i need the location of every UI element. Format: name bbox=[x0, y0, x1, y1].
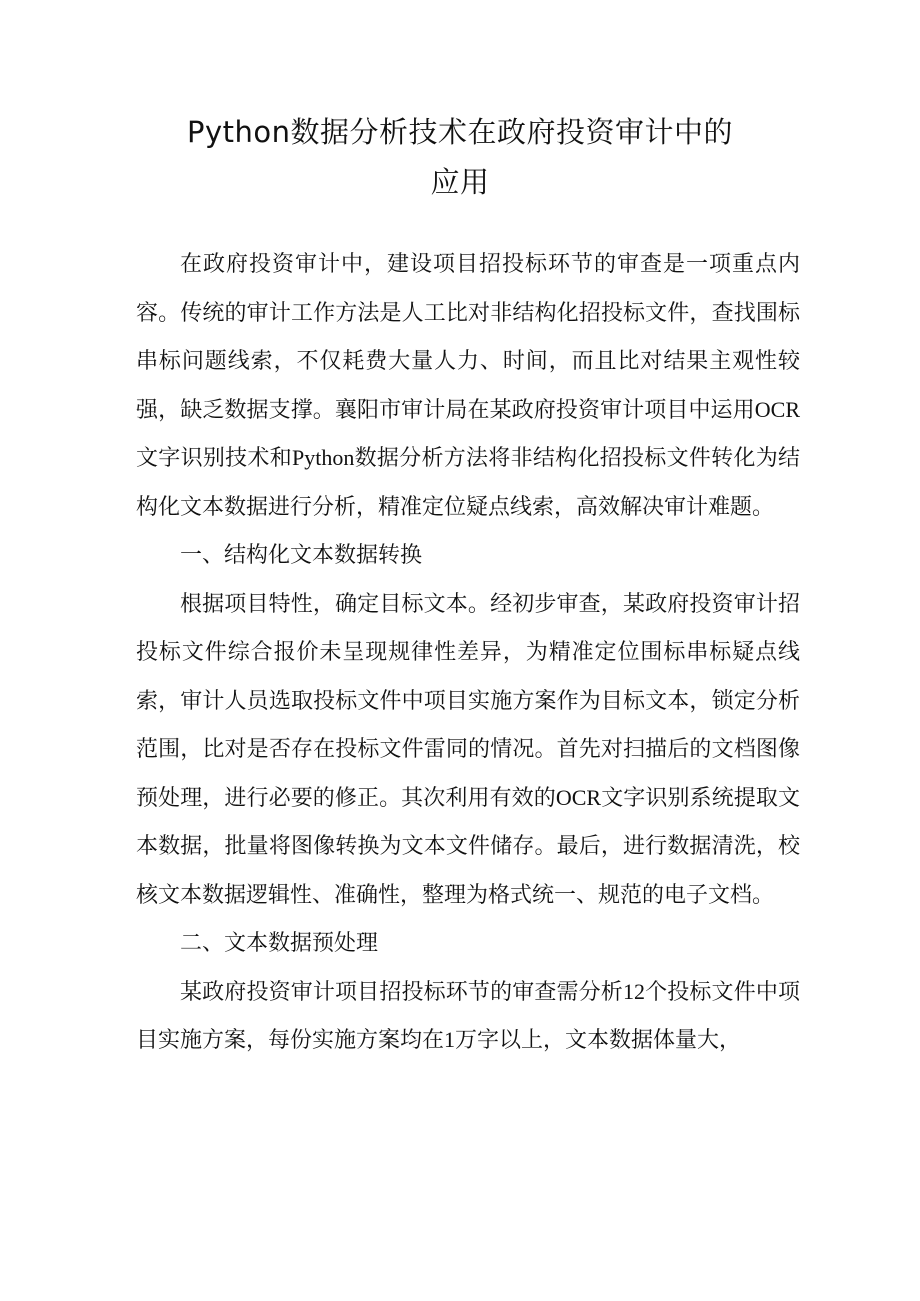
section-2-paragraph: 某政府投资审计项目招投标环节的审查需分析12个投标文件中项目实施方案，每份实施方案均在1万字以上，文本数据体量大， bbox=[136, 978, 800, 1052]
section-heading-2: 二、文本数据预处理 bbox=[180, 930, 379, 955]
section-1-paragraph: 根据项目特性，确定目标文本。经初步审查，某政府投资审计招投标文件综合报价未呈现规律性差异，为精准定位围标串标疑点线索，审计人员选取投标文件中项目实施方案作为目标文本，锁定分析范围，比对是否存在投标文件雷同的情况。首先对扫描后的文档图像预处理，进行必要的修正。其次利用有效的OCR文字识别系统提取文本数据，批量将图像转换为文本文件储存。最后，进行数据清洗，校核文本数据逻辑性、准确性，整理为格式统一、规范的电子文档。 bbox=[136, 590, 800, 907]
section-heading-1: 一、结构化文本数据转换 bbox=[180, 542, 423, 567]
document-title-line-2: 应用 bbox=[430, 165, 490, 199]
document-title-line-1: Python数据分析技术在政府投资审计中的 bbox=[186, 115, 734, 149]
document-body bbox=[136, 240, 800, 1065]
intro-paragraph: 在政府投资审计中，建设项目招投标环节的审查是一项重点内容。传统的审计工作方法是人工比对非结构化招投标文件，查找围标串标问题线索，不仅耗费大量人力、时间，而且比对结果主观性较强，缺乏数据支撑。襄阳市审计局在某政府投资审计项目中运用OCR文字识别技术和Python数据分析方法将非结构化招投标文件转化为结构化文本数据进行分析，精准定位疑点线索，高效解决审计难题。 bbox=[136, 251, 800, 519]
